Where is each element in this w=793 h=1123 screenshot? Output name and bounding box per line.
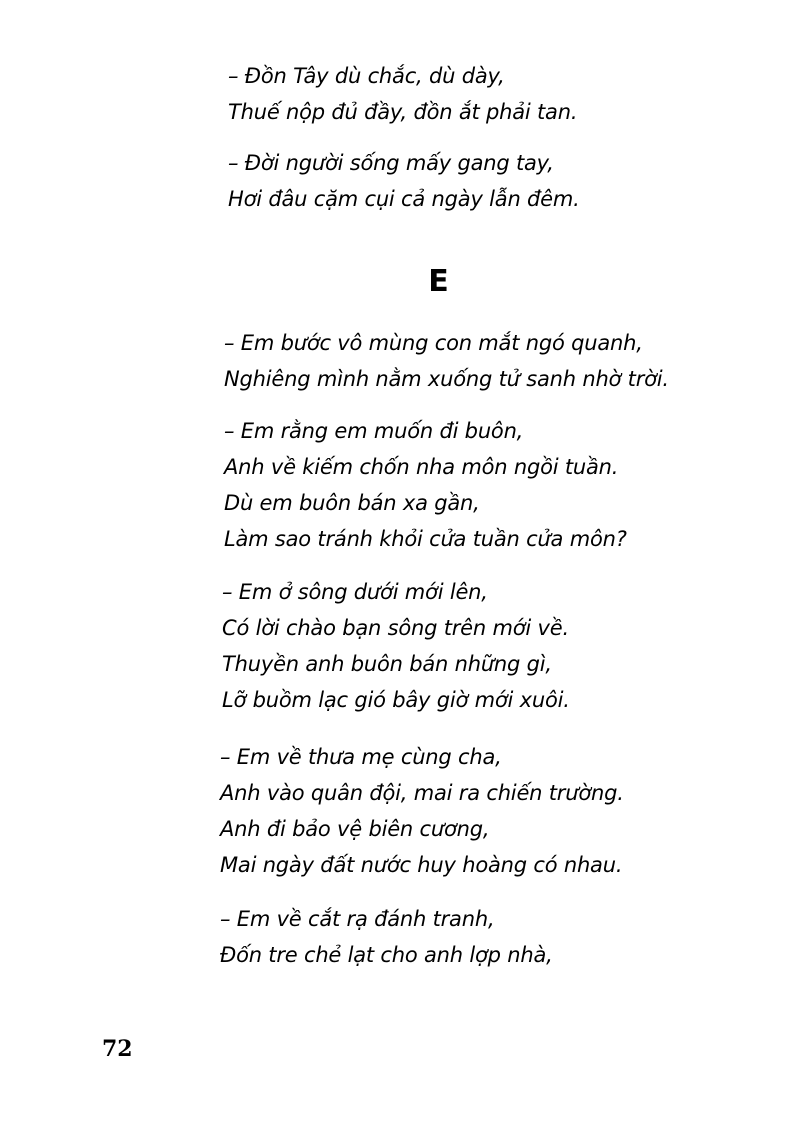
poem-line: Làm sao tránh khỏi cửa tuần cửa môn? [224,527,627,551]
poem-line: – Em ở sông dưới mới lên, [222,580,488,604]
poem-line: Có lời chào bạn sông trên mới về. [222,616,569,640]
poem-line: Thuế nộp đủ đầy, đồn ắt phải tan. [228,100,578,124]
poem-stanza [220,739,624,883]
poem-line: Anh về kiếm chốn nha môn ngồi tuần. [224,455,619,479]
poem-line: – Đồn Tây dù chắc, dù dày, [228,64,505,88]
page-number: 72 [102,1036,133,1062]
poem-line: – Em về cắt rạ đánh tranh, [220,907,495,931]
poem-line: Mai ngày đất nước huy hoàng có nhau. [220,853,623,877]
poem-stanza [224,325,669,397]
section-heading: E [428,264,449,299]
poem-stanza [228,145,580,217]
poem-line: Hơi đâu cặm cụi cả ngày lẫn đêm. [228,187,580,211]
poem-stanza [224,413,627,557]
poem-line: Nghiêng mình nằm xuống tử sanh nhờ trời. [224,367,669,391]
poem-stanza [228,58,577,130]
poem-line: – Em bước vô mùng con mắt ngó quanh, [224,331,643,355]
poem-line: – Đời người sống mấy gang tay, [228,151,554,175]
poem-line: – Em về thưa mẹ cùng cha, [220,745,502,769]
poem-stanza [222,574,570,718]
poem-stanza [220,901,553,973]
poem-line: Dù em buôn bán xa gần, [224,491,480,515]
poem-line: Anh vào quân đội, mai ra chiến trường. [220,781,624,805]
poem-line: Đốn tre chẻ lạt cho anh lợp nhà, [220,943,553,967]
poem-line: Anh đi bảo vệ biên cương, [220,817,490,841]
poem-line: Lỡ buồm lạc gió bây giờ mới xuôi. [222,688,570,712]
poem-line: – Em rằng em muốn đi buôn, [224,419,524,443]
poem-line: Thuyền anh buôn bán những gì, [222,652,552,676]
